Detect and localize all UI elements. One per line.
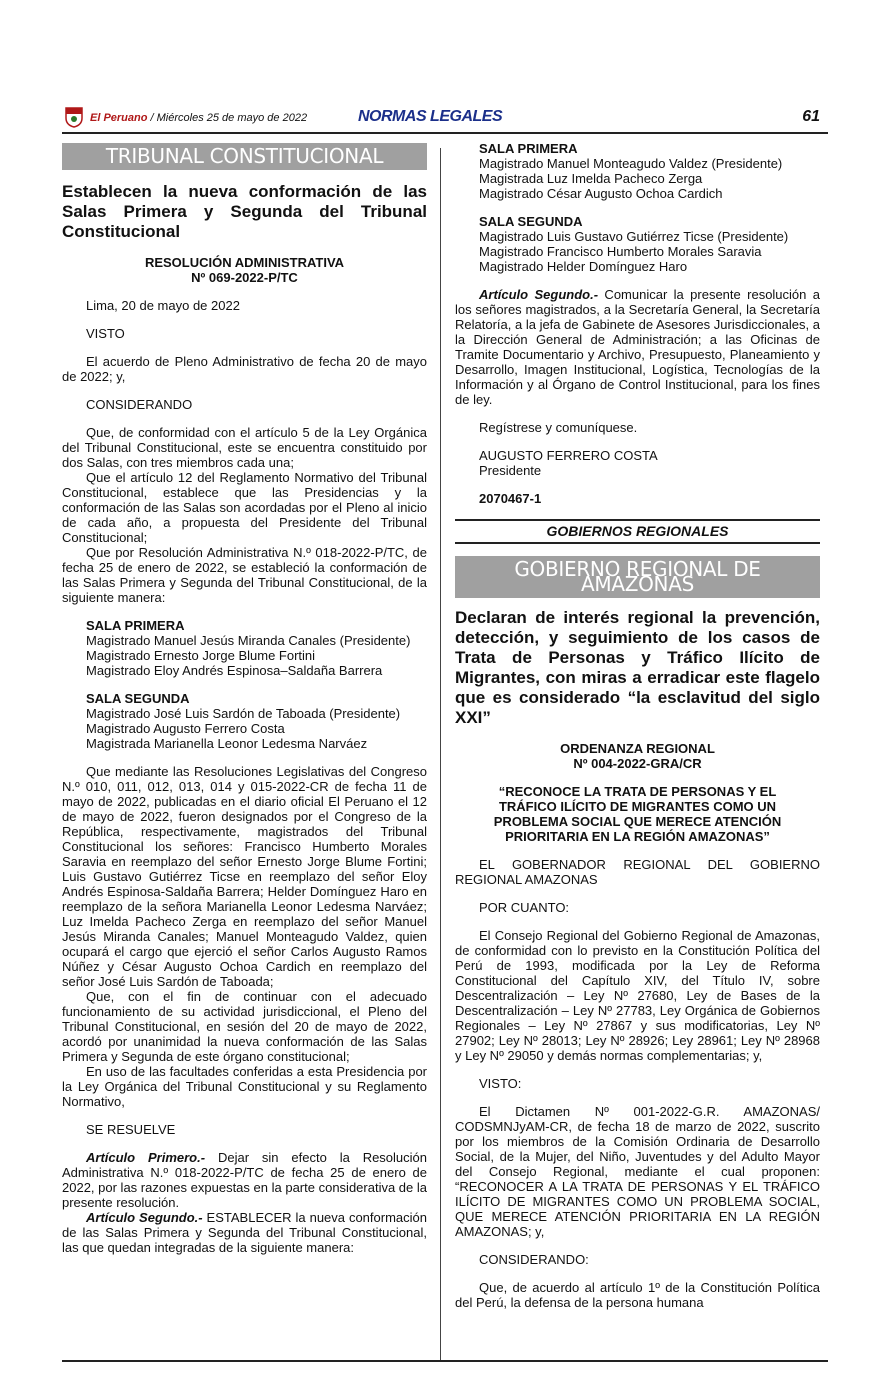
section-subheader: GOBIERNOS REGIONALES — [455, 519, 820, 544]
paragraph: El Consejo Regional del Gobierno Regional de Amazonas, de conformidad con lo previsto en la Constitución Política del Perú de 1993, modificada por la Ley de Reforma Constitucional del Capítulo XIV, del Título IV, sobre Descentralización – Ley Nº 27680, Ley de Bases de la Descentralización – Ley Nº 27783, Ley Orgánica de Gobiernos Regionales – Ley Nº 27867 y sus modificatorias, Ley Nº 27902; Ley Nº 28013; Ley Nº 28926; Ley 28961; Ley Nº 28968 y Ley Nº 29050 y demás normas complementarias; y, — [455, 928, 820, 1063]
page-number: 61 — [802, 108, 820, 125]
closing-text: Regístrese y comuníquese. — [479, 420, 638, 435]
column-separator — [440, 148, 441, 1360]
header-rule — [62, 132, 828, 134]
left-column — [62, 143, 427, 1255]
article: Artículo Primero.- Dejar sin efecto la Resolución Administrativa N.º 018-2022-P/TC de fecha 25 de enero de 2022, por las razones expuestas en la parte considerativa de la presente resolución. — [62, 1150, 428, 1210]
paragraph: En uso de las facultades conferidas a esta Presidencia por la Ley Orgánica del Tribunal Constitucional y su Reglamento Normativo, — [62, 1064, 427, 1109]
publication-code: 2070467-1 — [479, 491, 542, 506]
place-date: Lima, 20 de mayo de 2022 — [86, 298, 240, 313]
paragraph: Que el artículo 12 del Reglamento Normativo del Tribunal Constitucional, establece que las Presidencias y la conformación de las Salas son acordadas por el Pleno al inicio de cada año, a propuesta del Presidente del Tribunal Constitucional; — [62, 470, 427, 545]
list-item: Magistrado Ernesto Jorge Blume Fortini — [86, 648, 316, 663]
article: Artículo Segundo.- Comunicar la presente resolución a los señores magistrados, a la Secretaría General, la Secretaría Relatoría, a la jefa de Gabinete de Asesores Jurisdiccionales, a la Dirección General de Administración; a las Oficinas de Tramite Documentario y Archivo, Presupuesto, Planeamiento y Desarrollo, Imagen Institucional, Logística, Tecnologías de la Información y al Órgano de Control Institucional, para los fines de ley. — [455, 287, 820, 407]
list-item: Magistrado José Luis Sardón de Taboada (Presidente) — [86, 706, 401, 721]
resolution-title: RESOLUCIÓN ADMINISTRATIVA Nº 069-2022-P/TC — [144, 255, 345, 285]
paragraph: Que, de conformidad con el artículo 5 de la Ley Orgánica del Tribunal Constitucional, este se encuentra constituido por dos Salas, con tres miembros cada una; — [62, 425, 427, 470]
considerando-label: CONSIDERANDO: — [479, 1252, 589, 1267]
right-column — [455, 141, 820, 1310]
paragraph: Que, con el fin de continuar con el adecuado funcionamiento de su actividad jurisdiccional, el Pleno del Tribunal Constitucional, en sesión del 20 de mayo de 2022, acordó por unanimidad la nueva conformación de las Salas Primera y Segunda de este órgano constitucional; — [62, 989, 427, 1064]
visto-label: VISTO — [86, 326, 125, 341]
paragraph: Que por Resolución Administrativa N.º 018-2022-P/TC, de fecha 25 de enero de 2022, se estableció la conformación de las Salas Primera y Segunda del Tribunal Constitucional, de la siguiente manera: — [62, 545, 427, 605]
institution-bar: TRIBUNAL CONSTITUCIONAL — [62, 143, 427, 170]
footer-rule — [62, 1360, 828, 1362]
paragraph: El acuerdo de Pleno Administrativo de fecha 20 de mayo de 2022; y, — [62, 354, 427, 384]
coat-of-arms-icon — [64, 106, 84, 128]
list-item: Magistrado Luis Gustavo Gutiérrez Ticse (Presidente) — [479, 229, 789, 244]
sala-title: SALA PRIMERA — [479, 141, 578, 156]
page-header — [62, 104, 828, 134]
paragraph: Que mediante las Resoluciones Legislativas del Congreso N.º 010, 011, 012, 013, 014 y 015-2022-CR de fecha 11 de mayo de 2022, publicadas en el diario oficial El Peruano el 12 de mayo de 2022, fueron designados por el Congreso de la República, respectivamente, magistrados del Tribunal Constitucional los señores: Francisco Humberto Morales Saravia en reemplazo del señor Ernesto Jorge Blume Fortini; Luis Gustavo Gutiérrez Ticse en reemplazo del señor Eloy Andrés Espinosa-Saldaña Barrera; Helder Domínguez Haro en reemplazo de la señora Marianella Leonor Ledesma Narváez; Luz Imelda Pacheco Zerga en reemplazo del señor Manuel Jesús Miranda Canales; Manuel Monteagudo Valdez, quien ocupará el cargo que ejerció el señor Carlos Augusto Ramos Núñez y César Augusto Ochoa Cardich en reemplazo del señor José Luis Sardón de Taboada; — [62, 764, 427, 989]
article: Artículo Segundo.- ESTABLECER la nueva conformación de las Salas Primera y Segunda del Tribunal Constitucional, las que quedan integradas de la siguiente manera: — [62, 1210, 427, 1255]
newspaper-name: El Peruano / Miércoles 25 de mayo de 2022 — [90, 112, 308, 124]
signer-role: Presidente — [479, 463, 542, 478]
list-item: Magistrado César Augusto Ochoa Cardich — [479, 186, 723, 201]
sala-title: SALA PRIMERA — [86, 618, 185, 633]
list-item: Magistrado Manuel Monteagudo Valdez (Presidente) — [479, 156, 783, 171]
paragraph: El Dictamen Nº 001-2022-G.R. AMAZONAS/ CODSMNJyAM-CR, de fecha 18 de marzo de 2022, suscrito por los miembros de la Comisión Ordinaria de Desarrollo Social, de la Mujer, del Niño, Juventudes y del Adulto Mayor del Consejo Regional, mediante el cual proponen: “RECONOCER A LA TRATA DE PERSONAS Y EL TRÁFICO ILÍCITO DE MIGRANTES COMO UN PROBLEMA SOCIAL, QUE MERECE ATENCIÓN PRIORITARIA EN LA REGIÓN AMAZONAS; y, — [455, 1104, 820, 1239]
sala-title: SALA SEGUNDA — [479, 214, 583, 229]
list-item: Magistrado Helder Domínguez Haro — [479, 259, 688, 274]
visto-label: VISTO: — [479, 1076, 522, 1091]
signer-name: AUGUSTO FERRERO COSTA — [479, 448, 658, 463]
list-item: Magistrado Francisco Humberto Morales Saravia — [479, 244, 762, 259]
se-resuelve-label: SE RESUELVE — [86, 1122, 176, 1137]
por-cuanto-label: POR CUANTO: — [479, 900, 570, 915]
considerando-label: CONSIDERANDO — [86, 397, 193, 412]
institution-bar: GOBIERNO REGIONAL DE AMAZONAS — [455, 556, 820, 598]
list-item: Magistrado Eloy Andrés Espinosa–Saldaña Barrera — [86, 663, 383, 678]
paragraph: EL GOBERNADOR REGIONAL DEL GOBIERNO REGIONAL AMAZONAS — [455, 857, 820, 887]
list-item: Magistrada Luz Imelda Pacheco Zerga — [479, 171, 703, 186]
headline: Declaran de interés regional la prevención, detección, y seguimiento de los casos de Trata de Personas y Tráfico Ilícito de Migrantes, con miras a erradicar este flagelo que es considerado “la esclavitud del siglo XXI” — [455, 608, 820, 727]
section-title: NORMAS LEGALES — [358, 108, 503, 125]
ordinance-title: ORDENANZA REGIONAL Nº 004-2022-GRA/CR — [560, 741, 715, 771]
list-item: Magistrada Marianella Leonor Ledesma Narváez — [86, 736, 368, 751]
paragraph: Que, de acuerdo al artículo 1º de la Constitución Política del Perú, la defensa de la persona humana — [455, 1280, 820, 1310]
list-item: Magistrado Manuel Jesús Miranda Canales (Presidente) — [86, 633, 411, 648]
list-item: Magistrado Augusto Ferrero Costa — [86, 721, 285, 736]
headline: Establecen la nueva conformación de las Salas Primera y Segunda del Tribunal Constitucional — [62, 182, 427, 241]
ordinance-name: “RECONOCE LA TRATA DE PERSONAS Y EL TRÁFICO ILÍCITO DE MIGRANTES COMO UN PROBLEMA SOCIAL QUE MERECE ATENCIÓN PRIORITARIA EN LA REGIÓN AMAZONAS” — [493, 784, 782, 844]
sala-title: SALA SEGUNDA — [86, 691, 190, 706]
